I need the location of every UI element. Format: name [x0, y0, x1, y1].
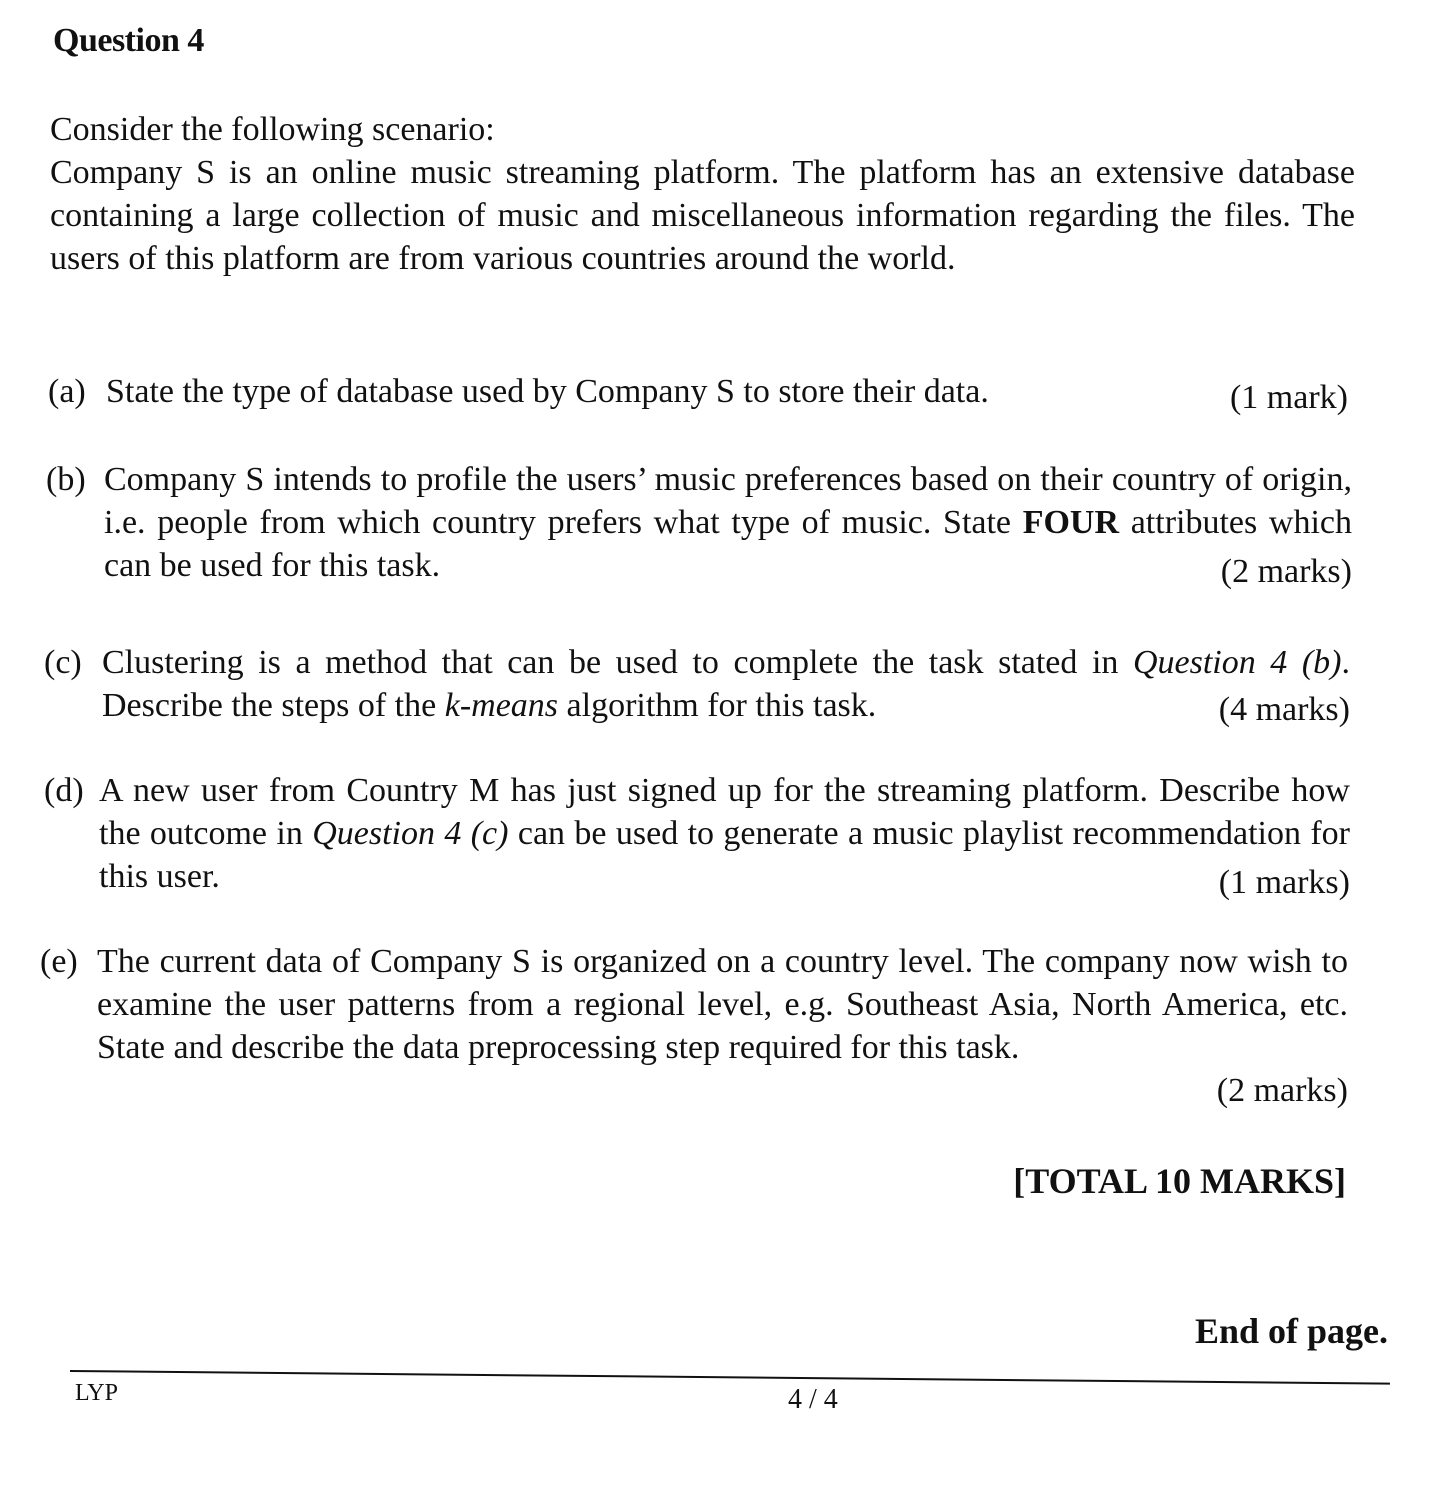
- part-a-label: (a): [48, 373, 86, 410]
- total-marks: [TOTAL 10 MARKS]: [1013, 1161, 1346, 1201]
- part-c: [44, 641, 1350, 727]
- part-d-text: [99, 769, 1350, 898]
- footer-divider: [70, 1370, 1390, 1385]
- page-number: 4 / 4: [788, 1384, 838, 1415]
- question-title: Question 4: [53, 22, 204, 59]
- intro-body: Company S is an online music streaming platform. The platform has an extensive database containing a large collection of music and miscellaneous information regarding the files. The users of this platform are from various countries around the world.: [50, 154, 1355, 277]
- part-d-label: (d): [44, 772, 84, 809]
- part-d-body: [99, 769, 1350, 898]
- part-c-text-mid: . Describe the steps of the: [102, 644, 1351, 724]
- part-b-text: [104, 458, 1352, 587]
- part-b-text-pre: Company S intends to profile the users’ music preferences based on their country of origin, i.e. people from which country prefers what type of music. State: [104, 461, 1352, 541]
- part-e-label: (e): [40, 943, 78, 980]
- footer-initials: LYP: [75, 1380, 118, 1406]
- intro-lead: Consider the following scenario:: [50, 111, 495, 148]
- part-c-reference: Question 4 (b): [1132, 644, 1342, 681]
- end-of-page-note: End of page.: [1194, 1311, 1388, 1351]
- part-b-marks: (2 marks): [1220, 553, 1352, 590]
- part-b-label: (b): [46, 461, 86, 498]
- part-d-marks: (1 marks): [1218, 864, 1350, 901]
- part-c-marks: (4 marks): [1218, 691, 1350, 728]
- part-e-text: The current data of Company S is organized on a country level. The company now wish to examine the user patterns from a regional level, e.g. Southeast Asia, North America, etc. State and describe the data preprocessing step required for this task.: [97, 943, 1348, 1066]
- part-c-body: [102, 641, 1350, 727]
- part-c-label: (c): [44, 644, 82, 681]
- part-a-text: State the type of database used by Company S to store their data.: [106, 373, 989, 410]
- part-c-algorithm: k-means: [444, 687, 559, 724]
- part-e-body: [97, 940, 1348, 1112]
- part-b-text-post: attributes which can be used for this task.: [104, 504, 1352, 584]
- part-d-text-post: can be used to generate a music playlist recommendation for this user.: [99, 815, 1350, 895]
- part-b: [46, 458, 1352, 590]
- part-b-emphasis: FOUR: [1022, 504, 1120, 541]
- part-d-reference: Question 4 (c): [312, 815, 509, 852]
- part-d: [44, 769, 1350, 901]
- part-e: [40, 940, 1348, 1112]
- part-c-text-pre: Clustering is a method that can be used to complete the task stated in: [102, 644, 1133, 681]
- part-c-text-post: algorithm for this task.: [558, 687, 877, 724]
- part-e-marks: (2 marks): [1216, 1072, 1348, 1109]
- part-c-text: [102, 641, 1350, 727]
- part-d-text-pre: A new user from Country M has just signed up for the streaming platform. Describe how the outcome in: [99, 772, 1350, 852]
- part-a-marks: (1 mark): [1229, 379, 1348, 416]
- part-b-body: [104, 458, 1352, 587]
- scenario-intro: [50, 108, 1355, 280]
